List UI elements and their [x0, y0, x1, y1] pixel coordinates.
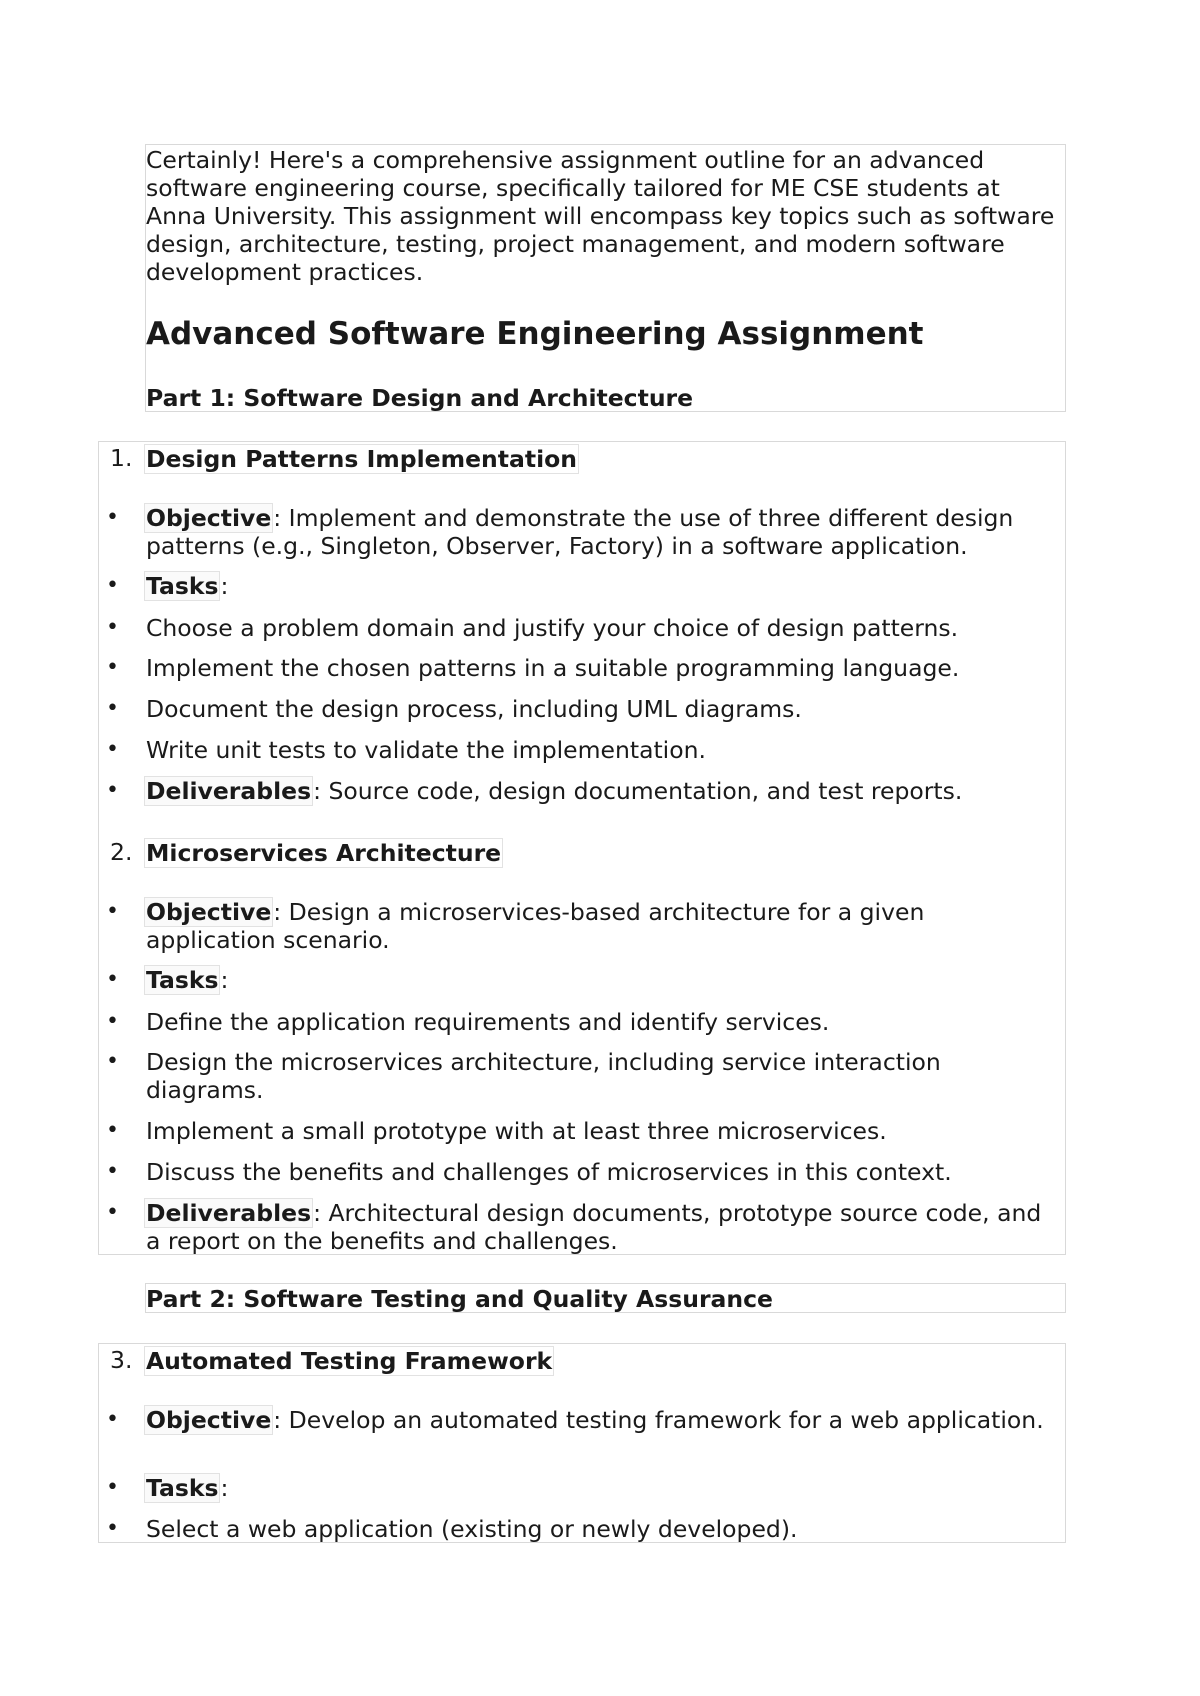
item-2-deliverables	[146, 1199, 1061, 1255]
item-1-task-1: Choose a problem domain and justify your choice of design patterns.	[146, 614, 959, 642]
bullet-icon: •	[106, 1118, 119, 1143]
item-1-number: 1.	[110, 444, 133, 472]
item-1-deliverables	[146, 777, 1061, 805]
item-3-task-1: Select a web application (existing or newly developed).	[146, 1515, 798, 1543]
deliverables-text: : Architectural design documents, prototype source code, and a report on the benefits and challenges.	[146, 1199, 1042, 1255]
item-3-title: Automated Testing Framework	[146, 1347, 553, 1375]
bullet-icon: •	[106, 1009, 119, 1034]
item-1-task-2: Implement the chosen patterns in a suitable programming language.	[146, 654, 960, 682]
objective-text: : Develop an automated testing framework for a web application.	[273, 1406, 1044, 1434]
tasks-label: Tasks	[146, 572, 219, 600]
item-2-task-2: Design the microservices architecture, including service interaction diagrams.	[146, 1048, 941, 1104]
bullet-icon: •	[106, 655, 119, 680]
deliverables-label: Deliverables	[146, 1199, 312, 1227]
objective-label: Objective	[146, 504, 272, 532]
item-1-tasks	[146, 572, 1061, 600]
tasks-label: Tasks	[146, 966, 219, 994]
item-1-objective	[146, 504, 1061, 560]
item-3-objective	[146, 1406, 1061, 1434]
deliverables-text: : Source code, design documentation, and test reports.	[313, 777, 963, 805]
tasks-suffix: :	[220, 572, 229, 600]
bullet-icon: •	[106, 696, 119, 721]
bullet-icon: •	[106, 1407, 119, 1432]
objective-text: : Implement and demonstrate the use of three different design patterns (e.g., Singleton, Observer, Factory) in a software application.	[146, 504, 1014, 560]
objective-text: : Design a microservices-based architecture for a given application scenario.	[146, 898, 925, 954]
tasks-suffix: :	[220, 966, 229, 994]
bullet-icon: •	[106, 1159, 119, 1184]
item-1-title: Design Patterns Implementation	[146, 445, 578, 473]
intro-paragraph: Certainly! Here's a comprehensive assignment outline for an advanced software engineering course, specifically tailored for ME CSE students at Anna University. This assignment will encompass key topics such as software design, architecture, testing, project management, and modern software development practices.	[146, 146, 1055, 286]
bullet-icon: •	[106, 615, 119, 640]
bullet-icon: •	[106, 1049, 119, 1074]
bullet-icon: •	[106, 1475, 119, 1500]
item-2-tasks	[146, 966, 1061, 994]
item-2-objective	[146, 898, 1061, 954]
tasks-suffix: :	[220, 1474, 229, 1502]
objective-label: Objective	[146, 1406, 272, 1434]
bullet-icon: •	[106, 967, 119, 992]
item-3-tasks	[146, 1474, 1061, 1502]
objective-label: Objective	[146, 898, 272, 926]
bullet-icon: •	[106, 778, 119, 803]
item-2-number: 2.	[110, 838, 133, 866]
item-2-task-1: Define the application requirements and identify services.	[146, 1008, 830, 1036]
bullet-icon: •	[106, 573, 119, 598]
part-2-heading: Part 2: Software Testing and Quality Assurance	[146, 1285, 773, 1313]
item-1-task-4: Write unit tests to validate the implementation.	[146, 736, 706, 764]
bullet-icon: •	[106, 505, 119, 530]
part-1-heading: Part 1: Software Design and Architecture	[146, 384, 694, 412]
item-2-task-4: Discuss the benefits and challenges of microservices in this context.	[146, 1158, 952, 1186]
item-1-task-3: Document the design process, including UML diagrams.	[146, 695, 802, 723]
bullet-icon: •	[106, 1516, 119, 1541]
bullet-icon: •	[106, 737, 119, 762]
document-title: Advanced Software Engineering Assignment	[146, 316, 924, 352]
bullet-icon: •	[106, 1200, 119, 1225]
deliverables-label: Deliverables	[146, 777, 312, 805]
tasks-label: Tasks	[146, 1474, 219, 1502]
item-2-task-3: Implement a small prototype with at least three microservices.	[146, 1117, 887, 1145]
bullet-icon: •	[106, 899, 119, 924]
item-2-title: Microservices Architecture	[146, 839, 502, 867]
item-3-number: 3.	[110, 1346, 133, 1374]
